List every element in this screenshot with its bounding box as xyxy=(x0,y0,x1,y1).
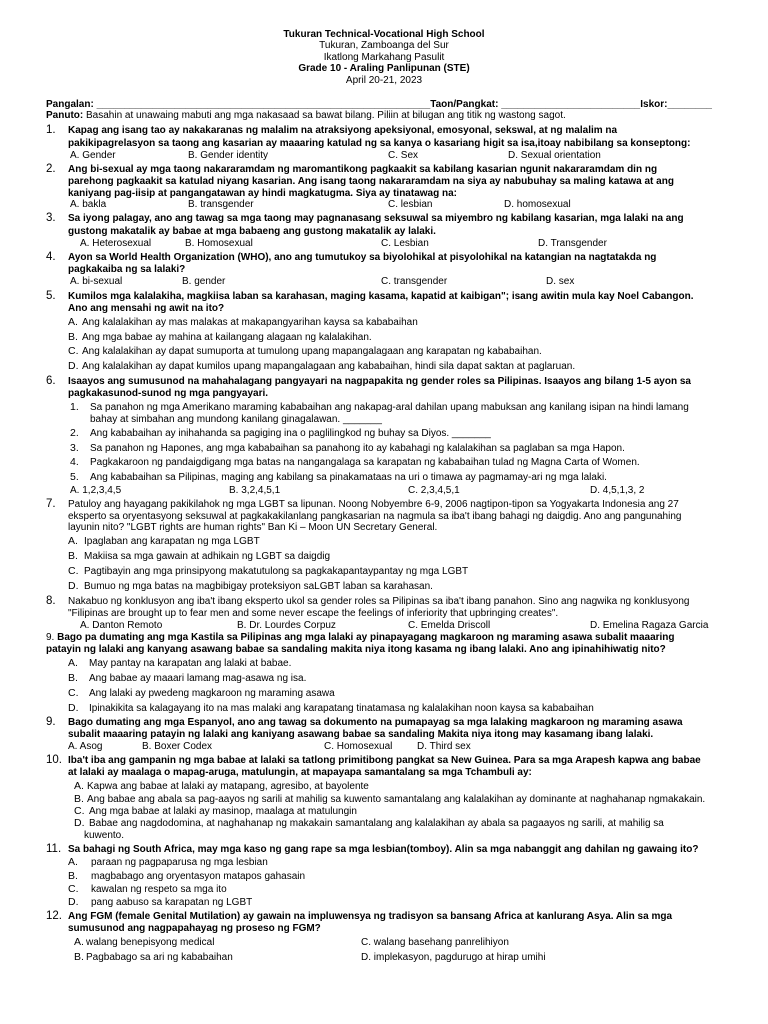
question-2-text: Ang bi-sexual ay mga taong nakararamdam ng maromantikong pagkaakit sa kabilang kasarian ngunit nakararamdam din ng xyxy=(68,164,658,175)
question-4-text: pagkakaiba ng sa lalaki? xyxy=(68,264,186,275)
choice-text[interactable]: Ang kalalakihan ay mas malakas at makapangyarihan kaysa sa kababaihan xyxy=(82,317,418,328)
question-3-text: gustong makatalik ay babae at mga babaeng ang gustong makatalik ay lalaki. xyxy=(68,226,436,237)
question-6-text: pagkakasunod-sunod ng mga pangyayari. xyxy=(68,388,269,399)
question-5-text: Ano ang mensahi ng awit na ito? xyxy=(68,303,225,314)
choice-letter[interactable]: A. xyxy=(74,780,84,792)
choice-d[interactable]: D. sex xyxy=(546,276,575,287)
question-9-line-1: Bago pa dumating ang mga Kastila sa Pilipinas ang mga lalaki ay pinapayagang magkaroon ng maraming asawa subalit maaaring xyxy=(57,632,675,643)
question-12-text: Ang FGM (female Genital Mutilation) ay gawain na impluwensya ng tradisyon sa bansang Africa at kanlurang Asya. Alin sa mga xyxy=(68,911,673,922)
choice-a[interactable]: A. Asog xyxy=(68,741,103,752)
choice-d[interactable]: D. Emelina Ragaza Garcia xyxy=(590,620,709,631)
choice-a[interactable]: A. bakla xyxy=(70,199,107,210)
choice-c[interactable]: C. transgender xyxy=(381,276,448,287)
choice-text[interactable]: kawalan ng respeto sa mga ito xyxy=(91,884,227,895)
sequence-item[interactable]: Ang kababaihan ay inihahanda sa pagiging ina o paglilingkod ng buhay sa Diyos. _______ xyxy=(90,428,491,439)
choice-text[interactable]: pang aabuso sa karapatan ng LGBT xyxy=(91,897,253,908)
choice-a[interactable]: A. 1,2,3,4,5 xyxy=(70,485,122,496)
question-number: 9. xyxy=(46,716,56,728)
choice-text[interactable]: kuwento. xyxy=(84,830,125,841)
choice-text[interactable]: walang benepisyong medical xyxy=(86,937,215,948)
choice-text[interactable]: Babae ang nagdodomina, at naghahanap ng makakain samantalang ang kalalakihan ay abala sa pagaayos ng sarili, at mahilig sa xyxy=(89,818,664,829)
question-number: 6. xyxy=(46,375,56,387)
choice-letter[interactable]: C. xyxy=(68,345,79,357)
choice-letter[interactable]: C. xyxy=(68,565,79,577)
question-number: 4. xyxy=(46,251,56,263)
choice-letter[interactable]: B. xyxy=(68,550,78,562)
choice-letter[interactable]: B. xyxy=(68,870,78,882)
choice-text[interactable]: Bumuo ng mga batas na magbibigay proteksiyon saLGBT laban sa karahasan. xyxy=(84,581,433,592)
choice-b[interactable]: B. gender xyxy=(182,276,226,287)
school-name: Tukuran Technical-Vocational High School xyxy=(283,29,485,40)
choice-c[interactable]: C. Sex xyxy=(388,150,419,161)
instructions xyxy=(46,110,566,121)
question-8-text: "Filipinas are brought up to fear men and some never escape the feelings of inferiority that upbringing creates". xyxy=(68,608,559,619)
question-7-text: eksperto sa oryentasyong seksuwal at pagkakakilanlang pangkasarian na nagmula sa iba't ibang bahagi ng daigdig. Ano ang pangunahing xyxy=(68,511,682,522)
question-10-text: Iba't iba ang gampanin ng mga babae at lalaki sa tatlong primitibong pangkat sa New Guinea. Para sa mga Arapesh kapwa ang babae xyxy=(68,755,701,766)
choice-letter[interactable]: B. xyxy=(68,331,78,343)
choice-text[interactable]: Ipaglaban ang karapatan ng mga LGBT xyxy=(84,536,260,547)
choice-letter[interactable]: D. xyxy=(68,360,79,372)
choice-a[interactable]: A. bi-sexual xyxy=(70,276,123,287)
student-info-line[interactable]: Pangalan: ____________________________________________________________Taon/Pangkat: _________________________Iskor:________ xyxy=(46,99,712,110)
choice-letter[interactable]: D. xyxy=(68,580,79,592)
choice-text[interactable]: May pantay na karapatan ang lalaki at babae. xyxy=(89,658,292,669)
question-1-text: Kapag ang isang tao ay nakakaranas ng malalim na atraksiyong apeksiyonal, emosyonal, sekswal, at ng malalim na xyxy=(68,125,618,136)
choice-letter[interactable]: B. xyxy=(74,793,84,805)
choice-letter[interactable]: D. xyxy=(68,896,79,908)
choice-letter[interactable]: B. xyxy=(74,951,84,963)
sequence-number: 2. xyxy=(70,427,79,439)
question-number: 11. xyxy=(46,843,62,855)
choice-letter[interactable]: A. xyxy=(68,856,78,868)
subject-title: Grade 10 - Araling Panlipunan (STE) xyxy=(298,63,470,74)
question-1-text: pakikipagrelasyon sa taong ang kasarian ay maaaring katulad ng sa kanya o kasariang higit sa isa,itoay nabibilang sa konseptong: xyxy=(68,138,691,149)
sequence-item: Sa panahon ng Hapones, ang mga kababaihan sa panahong ito ay kabahagi ng kalalakihan sa paglaban sa mga Hapon. xyxy=(90,443,625,454)
question-number: 10. xyxy=(46,754,62,766)
question-7-text: Patuloy ang hayagang pakikilahok ng mga LGBT sa lipunan. Noong Nobyembre 6-9, 2006 nagtipon-tipon sa Yogyakarta Indonesia ang 27 xyxy=(68,499,679,510)
choice-text[interactable]: Ang lalaki ay pwedeng magkaroon ng maraming asawa xyxy=(89,688,335,699)
choice-text[interactable]: Ang kalalakihan ay dapat sumuporta at tumulong upang mapangalagaan ang karapatan ng kababaihan. xyxy=(82,346,542,357)
choice-c[interactable]: C. Homosexual xyxy=(324,741,393,752)
choice-d[interactable]: D. Transgender xyxy=(538,238,607,249)
question-11-text: Sa bahagi ng South Africa, may mga kaso ng gang rape sa mga lesbian(tomboy). Alin sa mga nabanggit ang dahilan ng gawaing ito? xyxy=(68,844,699,855)
choice-letter[interactable]: C. xyxy=(68,883,79,895)
question-9b-text: subalit maaaring patayin ng lalaki ang kaniyang asawang babae sa sandaling Makita niya itong may kasamang ibang lalaki. xyxy=(68,729,654,740)
choice-text[interactable]: Ang babae ang abala sa pag-aayos ng sarili at mahilig sa kuwento samantalang ang kalalakihan ay dominante at naghahanap ngmakakain. xyxy=(87,794,706,805)
choice-text[interactable]: Ang babae ay maaari lamang mag-asawa ng isa. xyxy=(89,673,307,684)
sequence-item: Sa panahon ng mga Amerikano maraming kababaihan ang nakapag-aral dahilan upang mabuksan ang kanilang isipan na hindi lamang xyxy=(90,402,689,413)
question-7-text: layunin nito? "LGBT rights are human rights" Ban Ki – Moon UN Secretary General. xyxy=(68,522,438,533)
question-number: 8. xyxy=(46,595,56,607)
choice-c[interactable]: C. Lesbian xyxy=(381,238,429,249)
choice-letter[interactable]: A. xyxy=(68,657,78,669)
question-6-text: Isaayos ang sumusunod na mahahalagang pangyayari na nagpapakita ng gender roles sa Pilipinas. Isaayos ang bilang 1-5 ayon sa xyxy=(68,376,691,387)
choice-letter[interactable]: D. xyxy=(68,702,79,714)
choice-d[interactable]: D. 4,5,1,3, 2 xyxy=(590,485,645,496)
choice-c[interactable]: C. lesbian xyxy=(388,199,433,210)
choice-text[interactable]: Pagtibayin ang mga prinsipyong makatutulong sa pagkakapantaypantay ng mga LGBT xyxy=(84,566,469,577)
choice-a[interactable]: A. Gender xyxy=(70,150,116,161)
choice-c[interactable]: C. Emelda Driscoll xyxy=(408,620,491,631)
choice-text[interactable]: Pagbabago sa ari ng kababaihan xyxy=(86,952,233,963)
choice-d[interactable]: D. Third sex xyxy=(417,741,471,752)
choice-text[interactable]: Kapwa ang babae at lalaki ay matapang, agresibo, at bayolente xyxy=(87,781,369,792)
question-4-text: Ayon sa World Health Organization (WHO), ano ang tumutukoy sa biyolohikal at pisyolohikal na katangian na nagtatakda ng xyxy=(68,252,657,263)
question-12-text: sumusunod ang nagpapahayag ng proseso ng FGM? xyxy=(68,923,321,934)
choice-letter[interactable]: A. xyxy=(68,316,78,328)
choice-letter[interactable]: D. xyxy=(74,817,85,829)
school-address: Tukuran, Zamboanga del Sur xyxy=(319,40,449,51)
sequence-number: 3. xyxy=(70,442,79,454)
question-number: 12. xyxy=(46,910,62,922)
question-9b-text: Bago dumating ang mga Espanyol, ano ang tawag sa dokumento na pumapayag sa mga lalaking magkaroon ng maraming asawa xyxy=(68,717,683,728)
choice-b[interactable]: B. 3,2,4,5,1 xyxy=(229,485,281,496)
instructions-label: Panuto: xyxy=(46,110,84,121)
choice-text[interactable]: paraan ng pagpaparusa ng mga lesbian xyxy=(91,857,268,868)
sequence-item: Pagkakaroon ng pandaigdigang mga batas na nangangalaga sa karapatan ng kababaihan tulad ng Magna Carta of Women. xyxy=(90,457,640,468)
choice-letter[interactable]: A. xyxy=(74,936,84,948)
question-number: 1. xyxy=(46,124,56,136)
choice-letter[interactable]: B. xyxy=(68,672,78,684)
question-number: 7. xyxy=(46,498,56,510)
choice-b[interactable]: B. Homosexual xyxy=(185,238,253,249)
sequence-item[interactable]: bahay at simbahan ang mundong kanilang ginagalawan. _______ xyxy=(90,414,382,425)
question-5-text: Kumilos mga kalalakiha, magkiisa laban sa karahasan, maging kasama, kapatid at kaibigan"; isang awitin mula kay Noel Cabangon. xyxy=(68,291,694,302)
choice-c[interactable]: C. 2,3,4,5,1 xyxy=(408,485,460,496)
choice-d[interactable]: D. homosexual xyxy=(504,199,571,210)
question-8-text: Nakabuo ng konklusyon ang iba't ibang eksperto ukol sa gender roles sa Pilipinas sa iba't ibang panahon. Sino ang nagwika ng konklusyong xyxy=(68,596,690,607)
choice-b[interactable]: B. Dr. Lourdes Corpuz xyxy=(237,620,336,631)
question-10-text: at lalaki ay maalaga o mapag-aruga, matulungin, at mapayapa samantalang sa mga Tchambuli ay: xyxy=(68,767,532,778)
question-number: 5. xyxy=(46,290,56,302)
sequence-item: Ang kababaihan sa Pilipinas, maging ang kabilang sa pinakamataas na uri o timawa ay pagmamay-ari ng mga lalaki. xyxy=(90,472,607,483)
choice-letter[interactable]: A. xyxy=(68,535,78,547)
sequence-number: 1. xyxy=(70,401,79,413)
choice-b[interactable]: B. transgender xyxy=(188,199,254,210)
choice-b[interactable]: B. Gender identity xyxy=(188,150,269,161)
question-number: 2. xyxy=(46,163,56,175)
choice-text[interactable]: Ang kalalakihan ay dapat kumilos upang mapangalagaan ang kababaihan, hindi sila dapat saktan at paglaruan. xyxy=(82,361,576,372)
choice-d[interactable]: D. implekasyon, pagdurugo at hirap umihi xyxy=(361,952,546,963)
exam-date: April 20-21, 2023 xyxy=(345,75,423,86)
question-2-text: kaniyang pag-iisip at pangangatawan ay hindi magkatugma. Siya ay tinatawag na: xyxy=(68,188,457,199)
question-9-text: patayin ng lalaki ang kanyang asawang babae sa sandaling makita niya itong kasama ng ibang lalaki. Ano ang ipinahihiwatig nito? xyxy=(46,644,666,655)
choice-text[interactable]: Ipinakikita sa kalagayang ito na mas malaki ang karapatang tinatamasa ng kalalakihan noon kaysa sa kababaihan xyxy=(89,703,594,714)
question-3-text: Sa iyong palagay, ano ang tawag sa mga taong may pagnanasang seksuwal sa miyembro ng kabilang kasarian, mga lalaki na ang xyxy=(68,213,684,224)
choice-a[interactable]: A. Danton Remoto xyxy=(80,620,163,631)
question-9-text xyxy=(46,632,675,643)
choice-text[interactable]: magbabago ang oryentasyon matapos gahasain xyxy=(91,871,306,882)
sequence-number: 5. xyxy=(70,471,79,483)
choice-text[interactable]: Makiisa sa mga gawain at adhikain ng LGBT sa daigdig xyxy=(84,551,331,562)
choice-text[interactable]: Ang mga babae at lalaki ay masinop, maalaga at matulungin xyxy=(89,806,357,817)
instructions-text: Basahin at unawaing mabuti ang mga nakasaad sa bawat bilang. Piliin at bilugan ang titik ng wastong sagot. xyxy=(83,110,566,121)
sequence-number: 4. xyxy=(70,456,79,468)
choice-text[interactable]: Ang mga babae ay mahina at kailangang alagaan ng kalalakihan. xyxy=(82,332,372,343)
choice-letter[interactable]: C. xyxy=(68,687,79,699)
choice-c[interactable]: C. walang basehang panrelihiyon xyxy=(361,937,509,948)
choice-letter[interactable]: C. xyxy=(74,805,85,817)
choice-b[interactable]: B. Boxer Codex xyxy=(142,741,213,752)
question-number: 3. xyxy=(46,212,56,224)
exam-title: Ikatlong Markahang Pasulit xyxy=(323,52,445,63)
question-number: 9. xyxy=(46,632,55,643)
choice-a[interactable]: A. Heterosexual xyxy=(80,238,152,249)
choice-d[interactable]: D. Sexual orientation xyxy=(508,150,601,161)
question-2-text: parehong pagkaakit sa katulad niyang kasarian. Ang isang taong nakararamdam na siya ay nabubuhay sa maling katawa at ang xyxy=(68,176,674,187)
